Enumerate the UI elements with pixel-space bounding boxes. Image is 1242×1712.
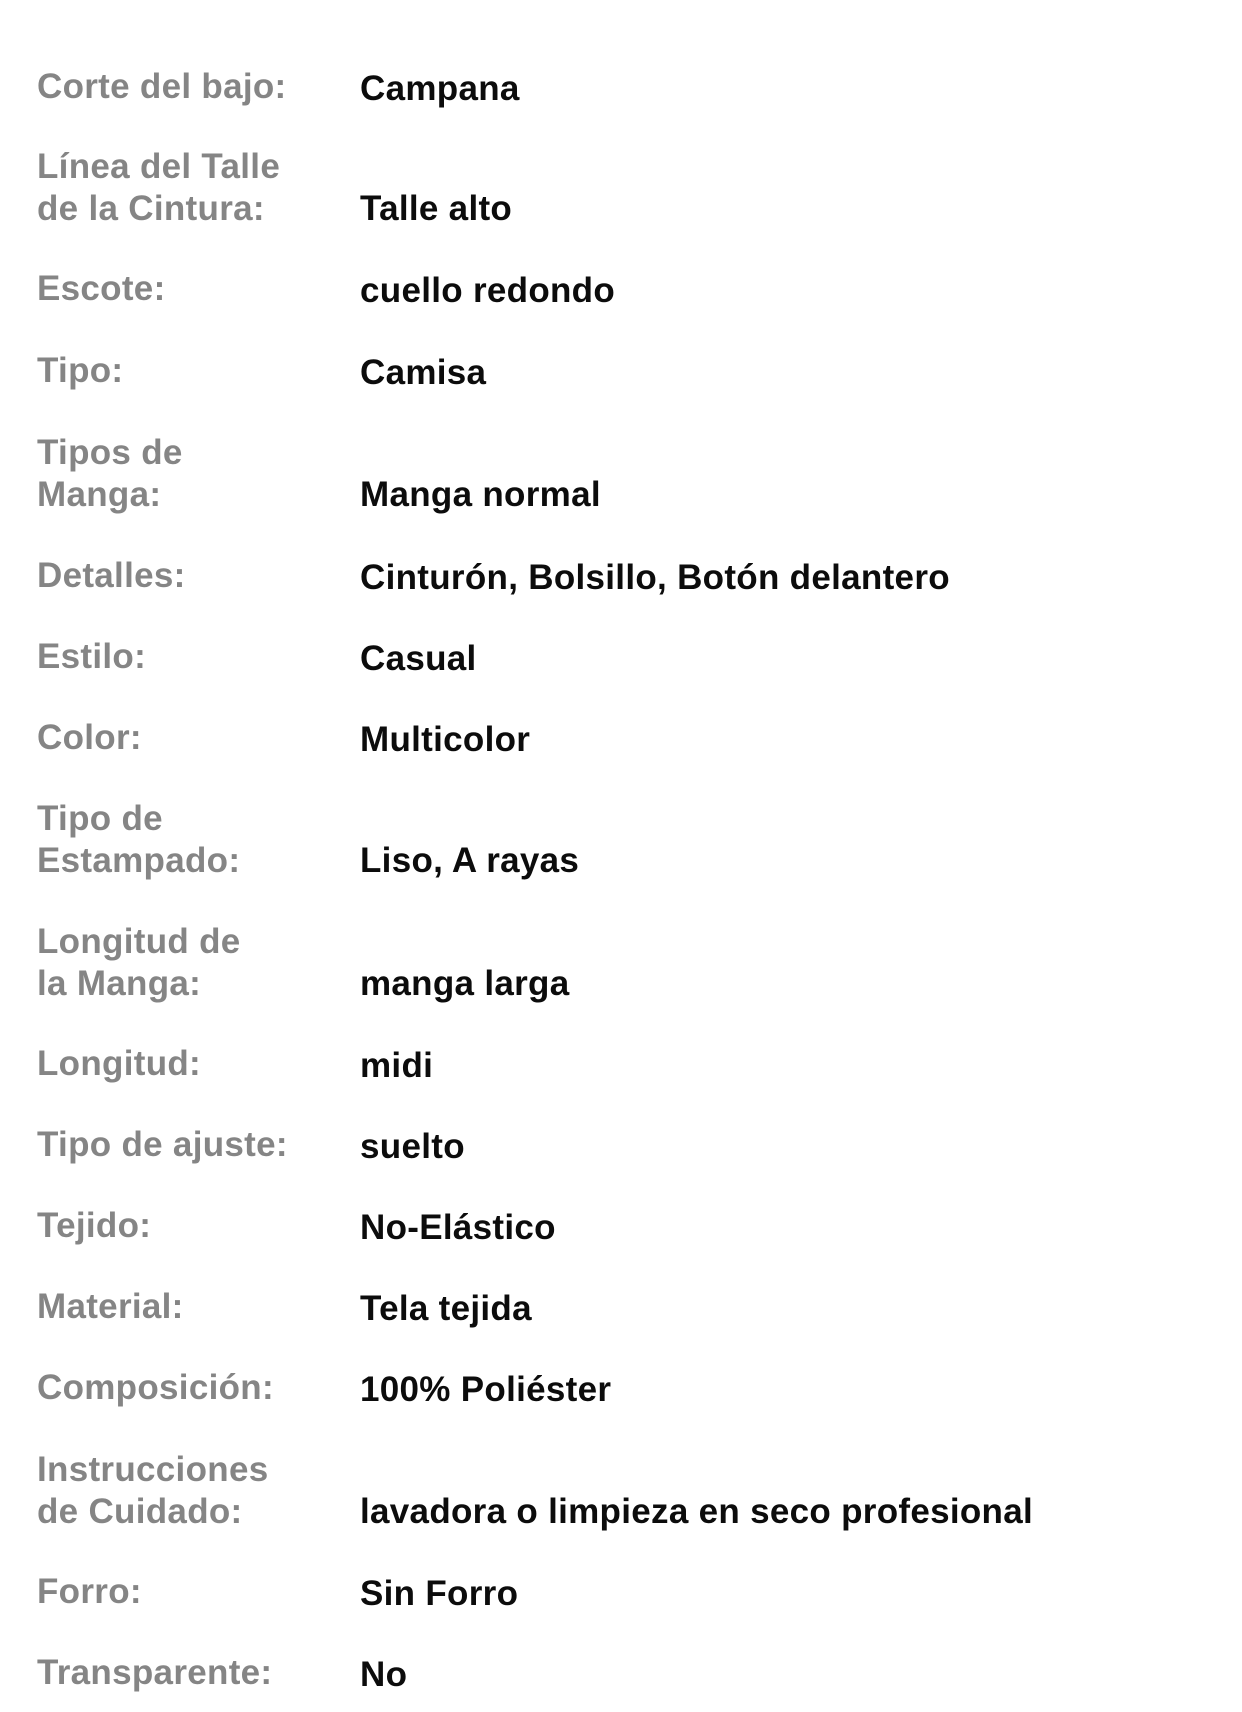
spec-label: Color: [37,718,142,757]
spec-label: Composición: [37,1368,274,1407]
spec-label: Tipo de Estampado: [37,799,241,880]
spec-value: lavadora o limpieza en seco profesional [360,1492,1034,1531]
spec-label: Escote: [37,269,166,308]
spec-label: Tipo: [37,351,124,390]
spec-label: Longitud de la Manga: [37,922,241,1003]
spec-label: Tejido: [37,1206,152,1245]
spec-value: Liso, A rayas [360,841,580,880]
spec-value: Cinturón, Bolsillo, Botón delantero [360,558,950,597]
spec-label: Longitud: [37,1044,202,1083]
spec-value: Camisa [360,353,487,392]
spec-value: Multicolor [360,720,531,759]
spec-label: Forro: [37,1572,142,1611]
spec-value: Tela tejida [360,1289,532,1328]
spec-value: 100% Poliéster [360,1370,612,1409]
spec-value: No [360,1655,408,1694]
spec-value: suelto [360,1127,465,1166]
spec-value: midi [360,1046,434,1085]
spec-label: Detalles: [37,556,186,595]
spec-value: Campana [360,69,520,108]
spec-value: Talle alto [360,189,513,228]
spec-label: Estilo: [37,637,147,676]
spec-label: Tipo de ajuste: [37,1125,288,1164]
spec-value: No-Elástico [360,1208,556,1247]
spec-label: Instrucciones de Cuidado: [37,1450,269,1531]
spec-value: Casual [360,639,477,678]
spec-value: Sin Forro [360,1574,519,1613]
spec-value: cuello redondo [360,271,616,310]
spec-value: Manga normal [360,475,601,514]
spec-label: Tipos de Manga: [37,433,183,514]
spec-label: Corte del bajo: [37,67,287,106]
spec-label: Línea del Talle de la Cintura: [37,147,281,228]
spec-label: Material: [37,1287,184,1326]
spec-label: Transparente: [37,1653,273,1692]
spec-value: manga larga [360,964,570,1003]
